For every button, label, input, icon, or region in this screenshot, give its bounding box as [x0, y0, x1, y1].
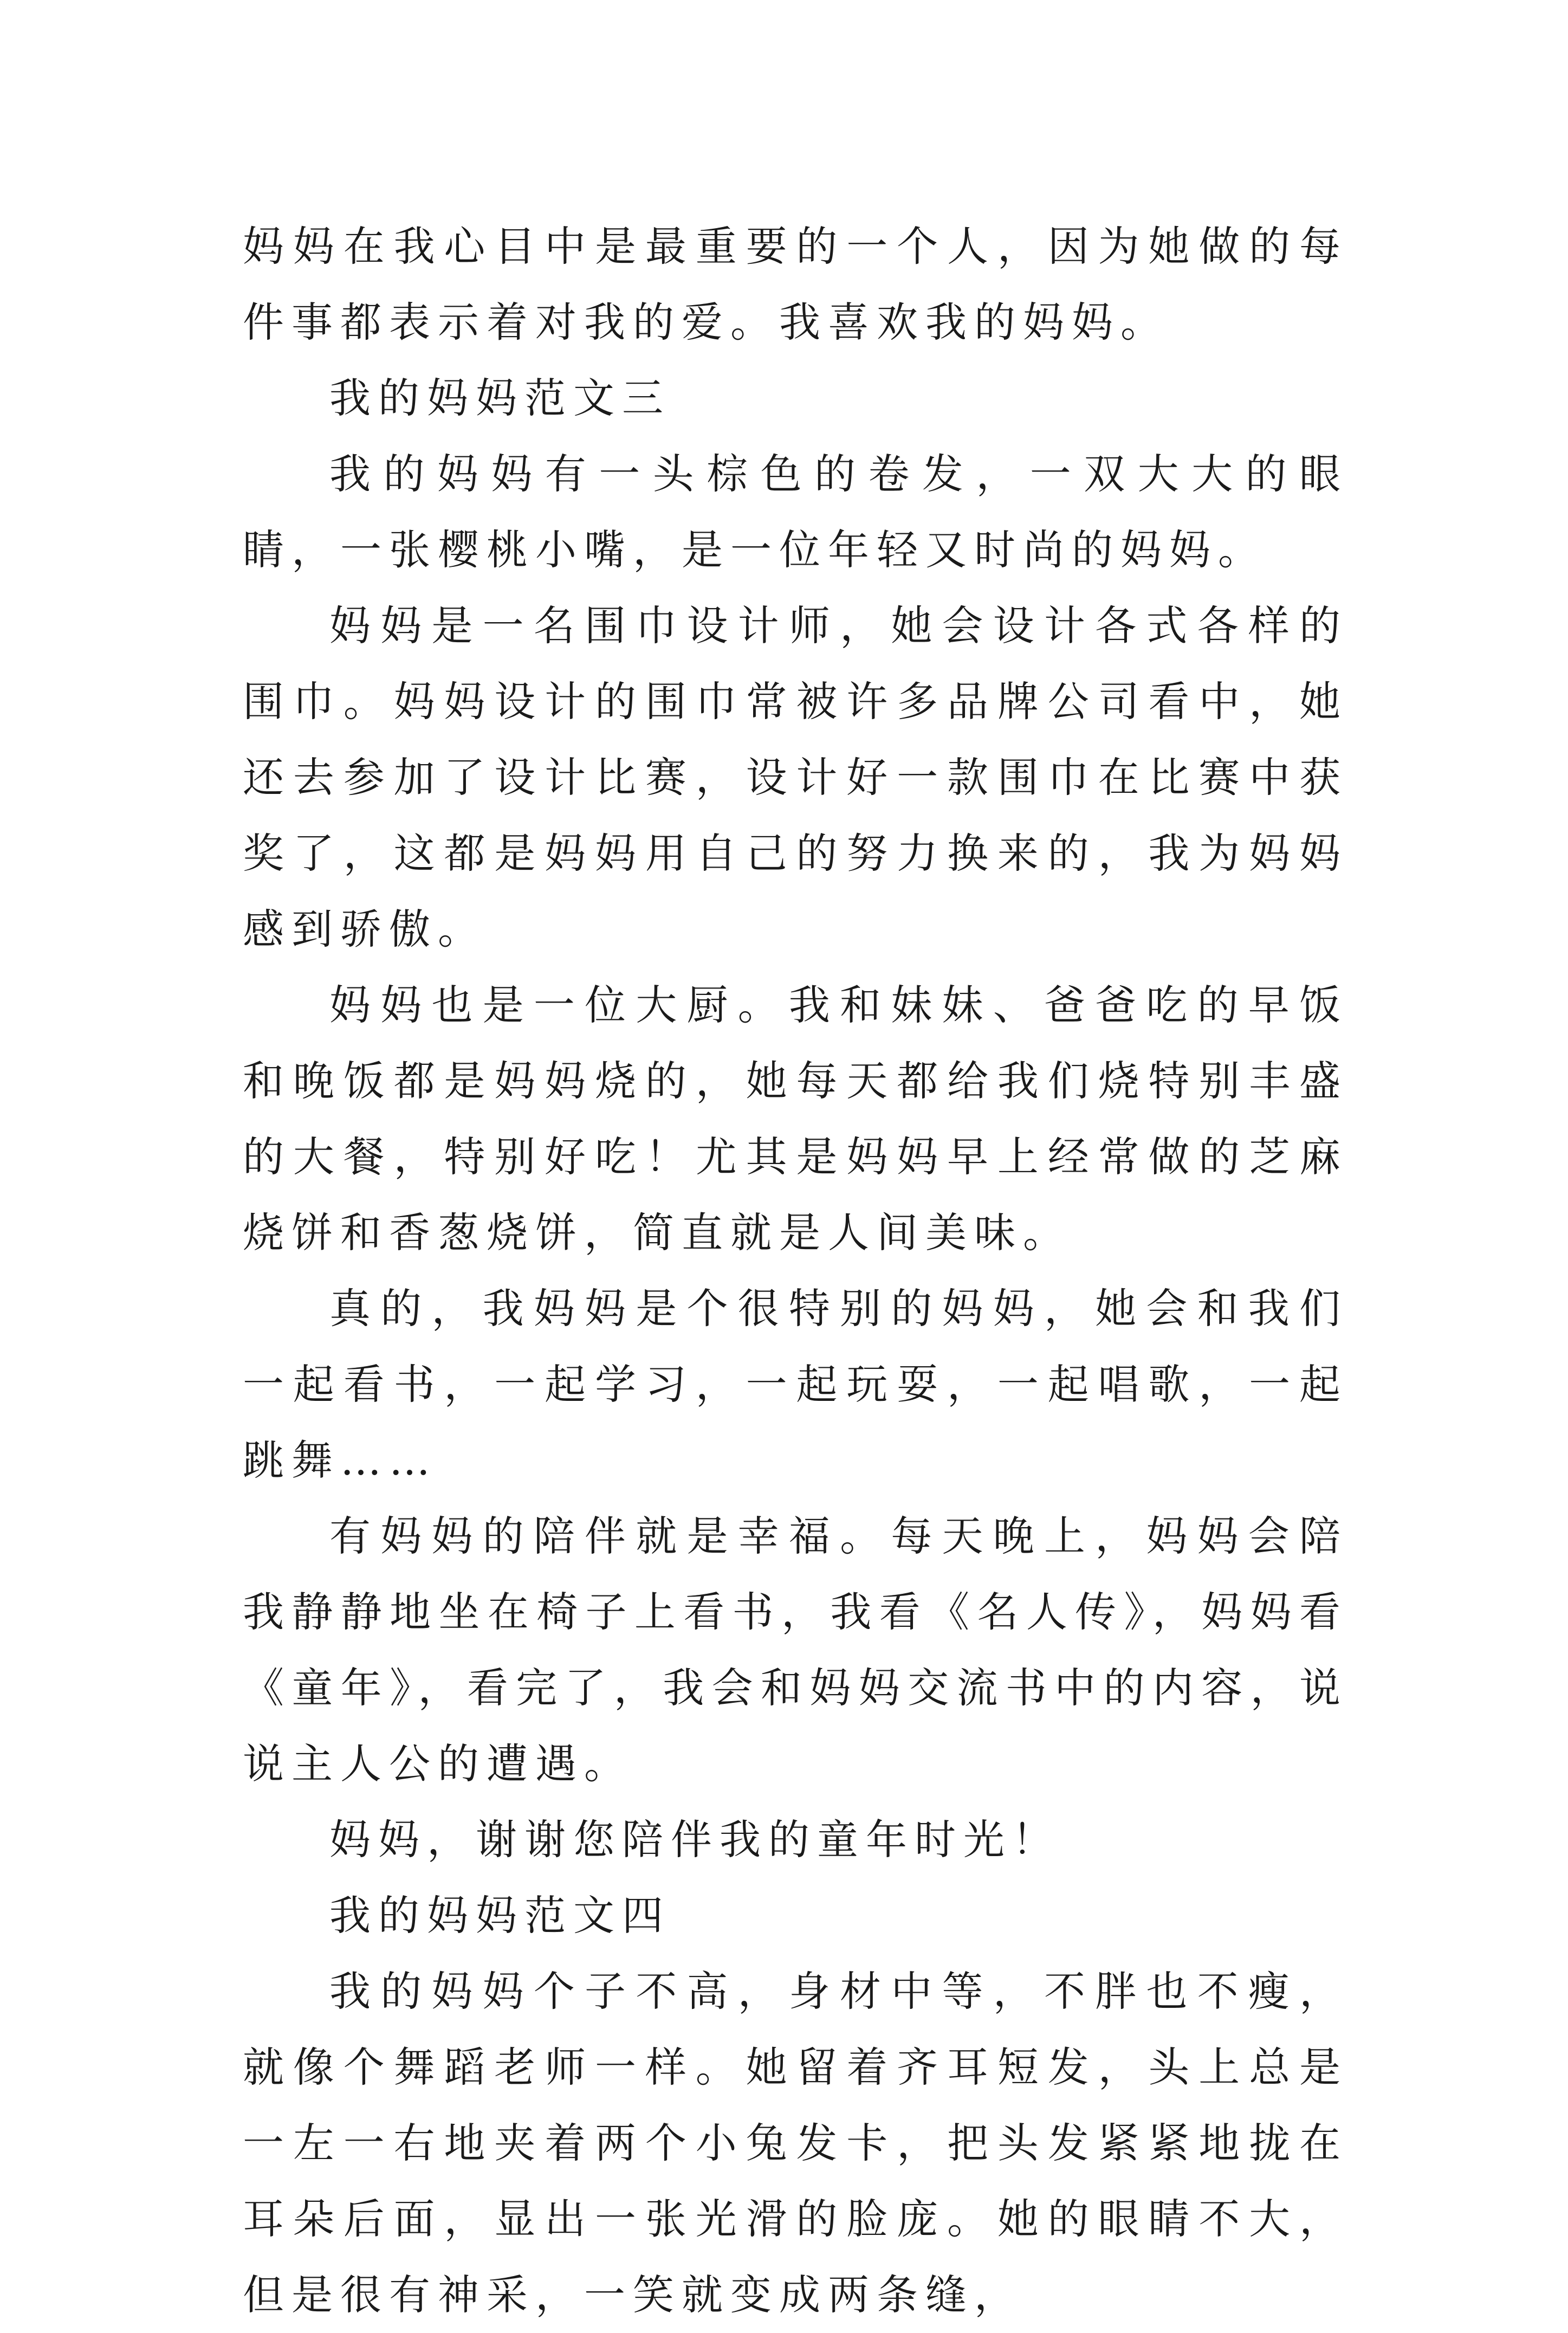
paragraph-4: 妈妈是一名围巾设计师，她会设计各式各样的围巾。妈妈设计的围巾常被许多品牌公司看中，她还去参加了设计比赛，设计好一款围巾在比赛中获奖了，这都是妈妈用自己的努力换来的，我为妈妈感到骄傲。: [243, 602, 1348, 953]
paragraph-6: 真的，我妈妈是个很特别的妈妈，她会和我们一起看书，一起学习，一起玩耍，一起唱歌，一起跳舞……: [243, 1284, 1348, 1484]
section-heading-4: 我的妈妈范文四: [329, 1891, 671, 1940]
paragraph-10: 我的妈妈个子不高，身材中等，不胖也不瘦，就像个舞蹈老师一样。她留着齐耳短发，头上总是一左一右地夹着两个小兔发卡，把头发紧紧地拢在耳朵后面，显出一张光滑的脸庞。她的眼睛不大，但是很有神采，一笑就变成两条缝，: [243, 1967, 1348, 2319]
document-page: [243, 209, 1348, 2333]
paragraph-7: 有妈妈的陪伴就是幸福。每天晚上，妈妈会陪我静静地坐在椅子上看书，我看《名人传》，妈妈看《童年》，看完了，我会和妈妈交流书中的内容，说说主人公的遭遇。: [243, 1512, 1348, 1788]
paragraph-3: 我的妈妈有一头棕色的卷发，一双大大的眼睛，一张樱桃小嘴，是一位年轻又时尚的妈妈。: [243, 450, 1348, 574]
paragraph-5: 妈妈也是一位大厨。我和妹妹、爸爸吃的早饭和晚饭都是妈妈烧的，她每天都给我们烧特别丰盛的大餐，特别好吃！尤其是妈妈早上经常做的芝麻烧饼和香葱烧饼，简直就是人间美味。: [243, 981, 1348, 1257]
section-heading-3: 我的妈妈范文三: [329, 374, 671, 422]
paragraph-8: 妈妈，谢谢您陪伴我的童年时光！: [329, 1815, 1061, 1864]
paragraph-1: 妈妈在我心目中是最重要的一个人，因为她做的每件事都表示着对我的爱。我喜欢我的妈妈。: [243, 222, 1348, 346]
